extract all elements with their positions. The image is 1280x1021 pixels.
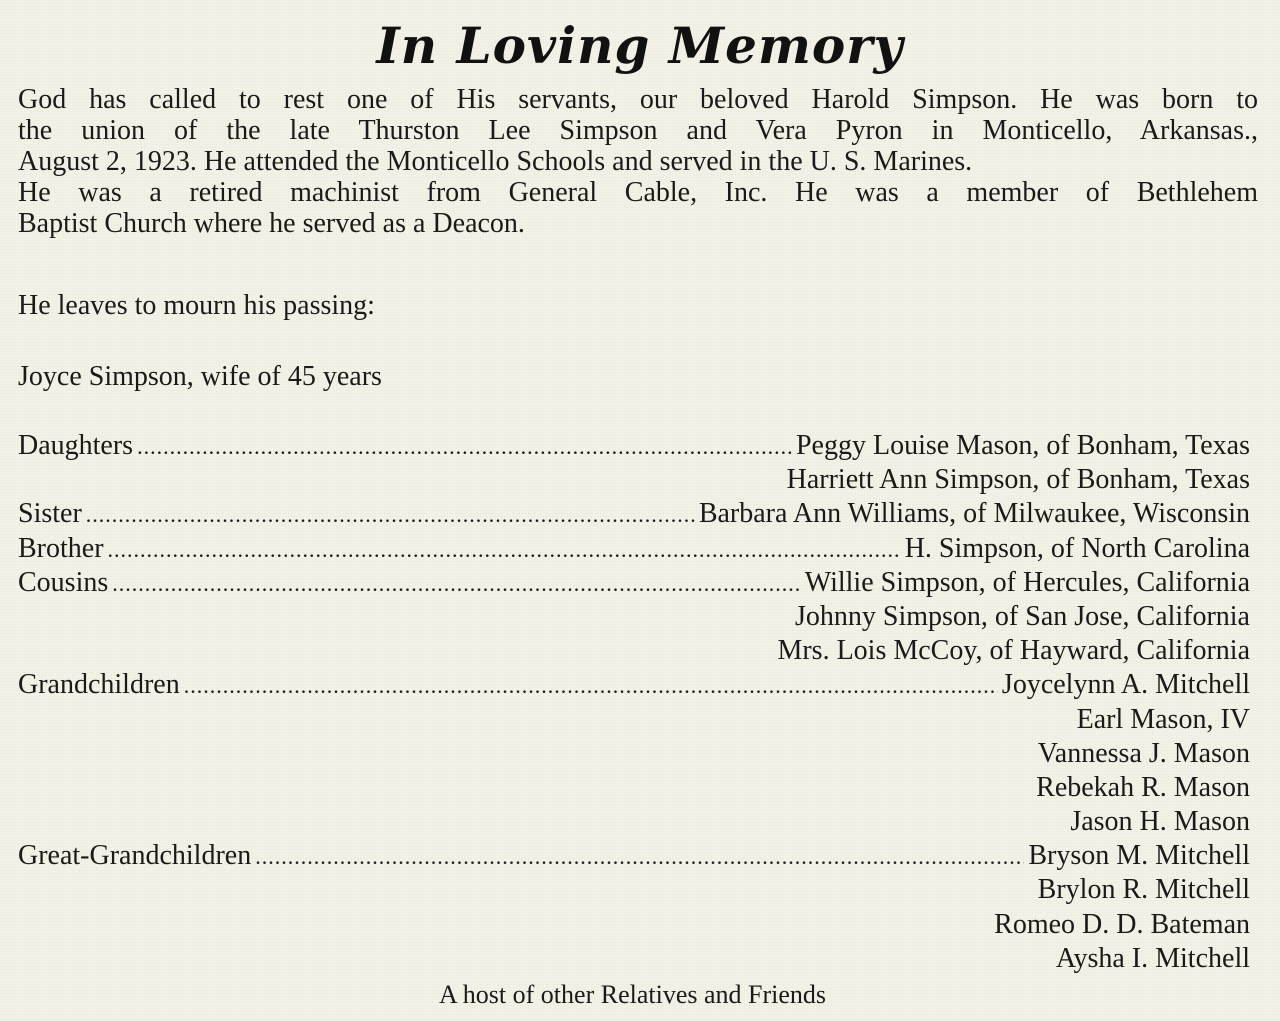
family-row: [18, 840, 1250, 874]
relation-label: Sister: [18, 498, 82, 530]
family-row: [18, 806, 1250, 840]
obituary-line: the union of the late Thurston Lee Simpson and Vera Pyron in Monticello, Arkansas.,: [18, 115, 1258, 146]
relative-name: Bryson M. Mitchell: [1028, 840, 1250, 872]
footer-text: A host of other Relatives and Friends: [438, 980, 827, 1009]
family-list: [18, 430, 1250, 977]
wife-line: Joyce Simpson, wife of 45 years: [18, 361, 382, 392]
relation-label: Great-Grandchildren: [18, 840, 252, 872]
mourn-heading: He leaves to mourn his passing:: [18, 290, 375, 321]
relative-name: Willie Simpson, of Hercules, California: [804, 566, 1250, 598]
relative-name: Rebekah R. Mason: [1036, 771, 1250, 803]
relative-name: Harriett Ann Simpson, of Bonham, Texas: [786, 464, 1250, 496]
family-row: [18, 635, 1250, 669]
family-row: [18, 704, 1250, 738]
family-row: [18, 464, 1250, 498]
obituary-line: God has called to rest one of His servants, our beloved Harold Simpson. He was born to: [18, 84, 1258, 115]
obituary-paragraph: [18, 84, 1258, 239]
dot-leader: [86, 502, 695, 528]
relation-label: Brother: [18, 532, 104, 564]
relative-name: Romeo D. D. Bateman: [994, 908, 1250, 940]
relative-name: Aysha I. Mitchell: [1055, 942, 1250, 974]
dot-leader: [255, 844, 1024, 870]
family-row: [18, 567, 1250, 601]
relative-name: Vannessa J. Mason: [1037, 737, 1250, 769]
obituary-line: Baptist Church where he served as a Deacon.: [18, 208, 525, 239]
family-row: [18, 738, 1250, 772]
dot-leader: [137, 434, 792, 460]
family-row: [18, 909, 1250, 943]
relative-name: Peggy Louise Mason, of Bonham, Texas: [795, 430, 1250, 461]
family-row: [18, 601, 1250, 635]
relation-label: Grandchildren: [18, 669, 180, 701]
family-row: [18, 874, 1250, 908]
relation-label: Cousins: [18, 566, 109, 598]
relative-name: Jason H. Mason: [1070, 806, 1250, 838]
relative-name: Johnny Simpson, of San Jose, California: [795, 600, 1250, 632]
family-row: [18, 430, 1250, 464]
family-row: [18, 498, 1250, 532]
dot-leader: [112, 571, 801, 597]
family-row: [18, 943, 1250, 977]
relative-name: H. Simpson, of North Carolina: [904, 532, 1250, 564]
dot-leader: [108, 537, 901, 563]
family-row: [18, 772, 1250, 806]
obituary-line: August 2, 1923. He attended the Monticello Schools and served in the U. S. Marines.: [18, 146, 973, 177]
relative-name: Joycelynn A. Mitchell: [1001, 669, 1250, 701]
relative-name: Brylon R. Mitchell: [1037, 874, 1250, 906]
family-row: [18, 533, 1250, 567]
page-title: In Loving Memory: [376, 16, 904, 75]
family-row: [18, 669, 1250, 703]
relative-name: Earl Mason, IV: [1076, 703, 1250, 735]
relative-name: Mrs. Lois McCoy, of Hayward, California: [777, 635, 1250, 667]
dot-leader: [184, 673, 998, 699]
obituary-line: He was a retired machinist from General Cable, Inc. He was a member of Bethlehem: [18, 177, 1258, 208]
relative-name: Barbara Ann Williams, of Milwaukee, Wisconsin: [698, 498, 1250, 530]
relation-label: Daughters: [18, 430, 134, 461]
